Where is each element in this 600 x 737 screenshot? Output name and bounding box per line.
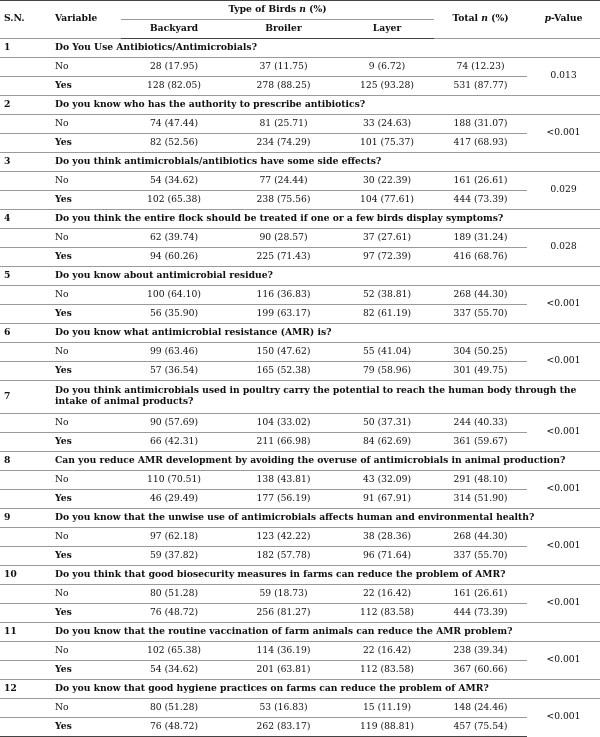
backyard-value: 80 (51.28): [121, 585, 227, 604]
question-row: [0, 509, 600, 528]
answer-label: No: [51, 528, 121, 547]
sn-empty-cell: [0, 229, 51, 248]
answer-row-no: [0, 414, 600, 433]
layer-value: 91 (67.91): [340, 490, 434, 509]
answer-row-yes: [0, 305, 600, 324]
answer-row-yes: [0, 604, 600, 623]
backyard-value: 76 (48.72): [121, 604, 227, 623]
question-row: [0, 324, 600, 343]
pvalue-p: p: [544, 13, 552, 25]
question-row: [0, 623, 600, 642]
layer-value: 112 (83.58): [340, 661, 434, 680]
total-header: [434, 1, 527, 39]
sn-empty-cell: [0, 604, 51, 623]
sn-empty-cell: [0, 305, 51, 324]
total-value: 416 (68.76): [434, 248, 527, 267]
backyard-value: 128 (82.05): [121, 77, 227, 96]
answer-label: No: [51, 115, 121, 134]
backyard-value: 76 (48.72): [121, 718, 227, 737]
sn-empty-cell: [0, 414, 51, 433]
question-number: 9: [0, 509, 51, 528]
broiler-header: Broiler: [227, 20, 340, 39]
type-of-birds-n: n: [299, 3, 306, 15]
question-number: 3: [0, 153, 51, 172]
answer-row-no: [0, 229, 600, 248]
answer-label: No: [51, 286, 121, 305]
answer-label: No: [51, 172, 121, 191]
total-value: 301 (49.75): [434, 362, 527, 381]
total-value: 361 (59.67): [434, 433, 527, 452]
layer-value: 82 (61.19): [340, 305, 434, 324]
answer-label: Yes: [51, 604, 121, 623]
question-number: 12: [0, 680, 51, 699]
backyard-value: 66 (42.31): [121, 433, 227, 452]
answer-label: Yes: [51, 191, 121, 210]
broiler-value: 238 (75.56): [227, 191, 340, 210]
sn-empty-cell: [0, 286, 51, 305]
backyard-value: 62 (39.74): [121, 229, 227, 248]
backyard-value: 28 (17.95): [121, 58, 227, 77]
backyard-value: 80 (51.28): [121, 699, 227, 718]
sn-empty-cell: [0, 134, 51, 153]
broiler-value: 256 (81.27): [227, 604, 340, 623]
answer-label: No: [51, 642, 121, 661]
layer-value: 43 (32.09): [340, 471, 434, 490]
question-row: [0, 566, 600, 585]
answer-row-no: [0, 115, 600, 134]
question-text: Do you think the entire flock should be treated if one or a few birds display symptoms?: [51, 210, 600, 229]
backyard-value: 97 (62.18): [121, 528, 227, 547]
broiler-value: 90 (28.57): [227, 229, 340, 248]
sn-empty-cell: [0, 718, 51, 737]
p-value: <0.001: [527, 699, 600, 737]
sn-empty-cell: [0, 585, 51, 604]
question-text: Do you know that the unwise use of antimicrobials affects human and environmental health?: [51, 509, 600, 528]
answer-row-yes: [0, 490, 600, 509]
backyard-value: 90 (57.69): [121, 414, 227, 433]
sn-empty-cell: [0, 642, 51, 661]
broiler-value: 177 (56.19): [227, 490, 340, 509]
answer-row-yes: [0, 134, 600, 153]
type-of-birds-label: Type of Birds: [228, 3, 297, 15]
answer-row-yes: [0, 547, 600, 566]
backyard-value: 100 (64.10): [121, 286, 227, 305]
total-value: 189 (31.24): [434, 229, 527, 248]
total-value: 444 (73.39): [434, 604, 527, 623]
question-text: Do you know who has the authority to prescribe antibiotics?: [51, 96, 600, 115]
sn-empty-cell: [0, 471, 51, 490]
sn-empty-cell: [0, 77, 51, 96]
answer-label: Yes: [51, 362, 121, 381]
broiler-value: 116 (36.83): [227, 286, 340, 305]
question-number: 7: [0, 381, 51, 414]
answer-label: Yes: [51, 305, 121, 324]
answer-row-no: [0, 343, 600, 362]
variable-header-text: Variable: [55, 13, 98, 25]
question-number: 4: [0, 210, 51, 229]
answer-row-yes: [0, 191, 600, 210]
answer-row-yes: [0, 433, 600, 452]
backyard-value: 99 (63.46): [121, 343, 227, 362]
question-row: [0, 452, 600, 471]
layer-value: 84 (62.69): [340, 433, 434, 452]
total-value: 148 (24.46): [434, 699, 527, 718]
question-number: 1: [0, 39, 51, 58]
total-value: 291 (48.10): [434, 471, 527, 490]
layer-header: Layer: [340, 20, 434, 39]
question-row: [0, 381, 600, 414]
layer-value: 33 (24.63): [340, 115, 434, 134]
broiler-value: 77 (24.44): [227, 172, 340, 191]
sn-empty-cell: [0, 490, 51, 509]
backyard-header: Backyard: [121, 20, 227, 39]
backyard-value: 59 (37.82): [121, 547, 227, 566]
answer-label: Yes: [51, 547, 121, 566]
broiler-value: 104 (33.02): [227, 414, 340, 433]
p-value: <0.001: [527, 343, 600, 381]
backyard-value: 56 (35.90): [121, 305, 227, 324]
backyard-value: 74 (47.44): [121, 115, 227, 134]
sn-empty-cell: [0, 191, 51, 210]
pvalue-label: -Value: [551, 13, 583, 25]
sn-empty-cell: [0, 661, 51, 680]
broiler-value: 278 (88.25): [227, 77, 340, 96]
total-value: 161 (26.61): [434, 172, 527, 191]
question-number: 10: [0, 566, 51, 585]
answer-label: Yes: [51, 248, 121, 267]
total-value: 188 (31.07): [434, 115, 527, 134]
p-value: <0.001: [527, 115, 600, 153]
answer-label: No: [51, 471, 121, 490]
sn-empty-cell: [0, 528, 51, 547]
layer-value: 22 (16.42): [340, 642, 434, 661]
header-row-top: [0, 1, 600, 20]
question-text: Do you know that good hygiene practices on farms can reduce the problem of AMR?: [51, 680, 600, 699]
layer-value: 101 (75.37): [340, 134, 434, 153]
broiler-value: 225 (71.43): [227, 248, 340, 267]
backyard-value: 54 (34.62): [121, 661, 227, 680]
answer-row-yes: [0, 718, 600, 737]
question-text: Do you know about antimicrobial residue?: [51, 267, 600, 286]
p-value: <0.001: [527, 414, 600, 452]
layer-value: 104 (77.61): [340, 191, 434, 210]
answer-label: Yes: [51, 661, 121, 680]
total-n: n: [481, 13, 488, 25]
backyard-value: 46 (29.49): [121, 490, 227, 509]
broiler-value: 201 (63.81): [227, 661, 340, 680]
total-pct: (%): [491, 13, 509, 25]
p-value: <0.001: [527, 471, 600, 509]
backyard-value: 82 (52.56): [121, 134, 227, 153]
question-number: 11: [0, 623, 51, 642]
type-of-birds-header: [121, 1, 434, 20]
total-value: 74 (12.23): [434, 58, 527, 77]
layer-value: 22 (16.42): [340, 585, 434, 604]
broiler-value: 182 (57.78): [227, 547, 340, 566]
broiler-value: 234 (74.29): [227, 134, 340, 153]
type-of-birds-pct: (%): [309, 3, 327, 15]
p-value: 0.028: [527, 229, 600, 267]
layer-value: 79 (58.96): [340, 362, 434, 381]
answer-row-no: [0, 286, 600, 305]
answer-label: Yes: [51, 77, 121, 96]
backyard-value: 57 (36.54): [121, 362, 227, 381]
answer-row-yes: [0, 362, 600, 381]
sn-empty-cell: [0, 547, 51, 566]
broiler-value: 138 (43.81): [227, 471, 340, 490]
answer-row-no: [0, 642, 600, 661]
total-value: 417 (68.93): [434, 134, 527, 153]
question-number: 2: [0, 96, 51, 115]
sn-empty-cell: [0, 433, 51, 452]
p-value: 0.029: [527, 172, 600, 210]
answer-label: No: [51, 58, 121, 77]
backyard-value: 54 (34.62): [121, 172, 227, 191]
answer-row-no: [0, 528, 600, 547]
layer-value: 52 (38.81): [340, 286, 434, 305]
broiler-value: 123 (42.22): [227, 528, 340, 547]
layer-value: 119 (88.81): [340, 718, 434, 737]
answer-row-yes: [0, 661, 600, 680]
question-number: 6: [0, 324, 51, 343]
broiler-value: 53 (16.83): [227, 699, 340, 718]
question-row: [0, 210, 600, 229]
p-value: <0.001: [527, 286, 600, 324]
variable-header: [51, 1, 121, 39]
question-text: Do you think that good biosecurity measures in farms can reduce the problem of AMR?: [51, 566, 600, 585]
layer-value: 96 (71.64): [340, 547, 434, 566]
broiler-value: 37 (11.75): [227, 58, 340, 77]
question-number: 5: [0, 267, 51, 286]
layer-value: 37 (27.61): [340, 229, 434, 248]
layer-value: 50 (37.31): [340, 414, 434, 433]
answer-row-no: [0, 585, 600, 604]
question-row: [0, 39, 600, 58]
question-text: Can you reduce AMR development by avoiding the overuse of antimicrobials in animal production?: [51, 452, 600, 471]
layer-value: 125 (93.28): [340, 77, 434, 96]
total-value: 244 (40.33): [434, 414, 527, 433]
broiler-value: 150 (47.62): [227, 343, 340, 362]
answer-label: Yes: [51, 490, 121, 509]
total-value: 268 (44.30): [434, 286, 527, 305]
total-value: 268 (44.30): [434, 528, 527, 547]
p-value: <0.001: [527, 528, 600, 566]
answer-row-no: [0, 699, 600, 718]
question-row: [0, 153, 600, 172]
total-value: 337 (55.70): [434, 305, 527, 324]
total-value: 304 (50.25): [434, 343, 527, 362]
total-label: Total: [452, 13, 479, 25]
question-text: Do you know that the routine vaccination of farm animals can reduce the AMR problem?: [51, 623, 600, 642]
question-text: Do you know what antimicrobial resistance (AMR) is?: [51, 324, 600, 343]
answer-row-no: [0, 58, 600, 77]
p-value: <0.001: [527, 585, 600, 623]
total-value: 161 (26.61): [434, 585, 527, 604]
total-value: 367 (60.66): [434, 661, 527, 680]
answer-label: No: [51, 229, 121, 248]
layer-value: 97 (72.39): [340, 248, 434, 267]
sn-empty-cell: [0, 343, 51, 362]
question-row: [0, 96, 600, 115]
layer-value: 15 (11.19): [340, 699, 434, 718]
question-text: Do You Use Antibiotics/Antimicrobials?: [51, 39, 600, 58]
p-value: 0.013: [527, 58, 600, 96]
question-row: [0, 680, 600, 699]
total-value: 337 (55.70): [434, 547, 527, 566]
sn-empty-cell: [0, 115, 51, 134]
broiler-value: 81 (25.71): [227, 115, 340, 134]
sn-header-text: S.N.: [4, 13, 25, 25]
sn-empty-cell: [0, 248, 51, 267]
question-row: [0, 267, 600, 286]
backyard-value: 110 (70.51): [121, 471, 227, 490]
sn-empty-cell: [0, 362, 51, 381]
broiler-value: 262 (83.17): [227, 718, 340, 737]
question-number: 8: [0, 452, 51, 471]
answer-label: Yes: [51, 718, 121, 737]
total-value: 238 (39.34): [434, 642, 527, 661]
sn-header: [0, 1, 51, 39]
broiler-value: 59 (18.73): [227, 585, 340, 604]
broiler-value: 165 (52.38): [227, 362, 340, 381]
sn-empty-cell: [0, 58, 51, 77]
total-value: 444 (73.39): [434, 191, 527, 210]
layer-value: 38 (28.36): [340, 528, 434, 547]
total-value: 457 (75.54): [434, 718, 527, 737]
answer-label: Yes: [51, 433, 121, 452]
backyard-value: 102 (65.38): [121, 191, 227, 210]
answer-label: No: [51, 699, 121, 718]
question-text: Do you think antimicrobials used in poultry carry the potential to reach the human body through the intake of animal products?: [51, 381, 600, 414]
answer-row-no: [0, 172, 600, 191]
answer-row-yes: [0, 248, 600, 267]
answer-label: Yes: [51, 134, 121, 153]
backyard-value: 102 (65.38): [121, 642, 227, 661]
broiler-value: 211 (66.98): [227, 433, 340, 452]
total-value: 531 (87.77): [434, 77, 527, 96]
layer-value: 112 (83.58): [340, 604, 434, 623]
question-text: Do you think antimicrobials/antibiotics have some side effects?: [51, 153, 600, 172]
answer-row-yes: [0, 77, 600, 96]
layer-value: 30 (22.39): [340, 172, 434, 191]
answer-label: No: [51, 343, 121, 362]
layer-value: 9 (6.72): [340, 58, 434, 77]
total-value: 314 (51.90): [434, 490, 527, 509]
broiler-value: 114 (36.19): [227, 642, 340, 661]
layer-value: 55 (41.04): [340, 343, 434, 362]
p-value: <0.001: [527, 642, 600, 680]
answer-label: No: [51, 585, 121, 604]
answer-label: No: [51, 414, 121, 433]
broiler-value: 199 (63.17): [227, 305, 340, 324]
backyard-value: 94 (60.26): [121, 248, 227, 267]
sn-empty-cell: [0, 699, 51, 718]
answer-row-no: [0, 471, 600, 490]
sn-empty-cell: [0, 172, 51, 191]
pvalue-header: [527, 1, 600, 39]
